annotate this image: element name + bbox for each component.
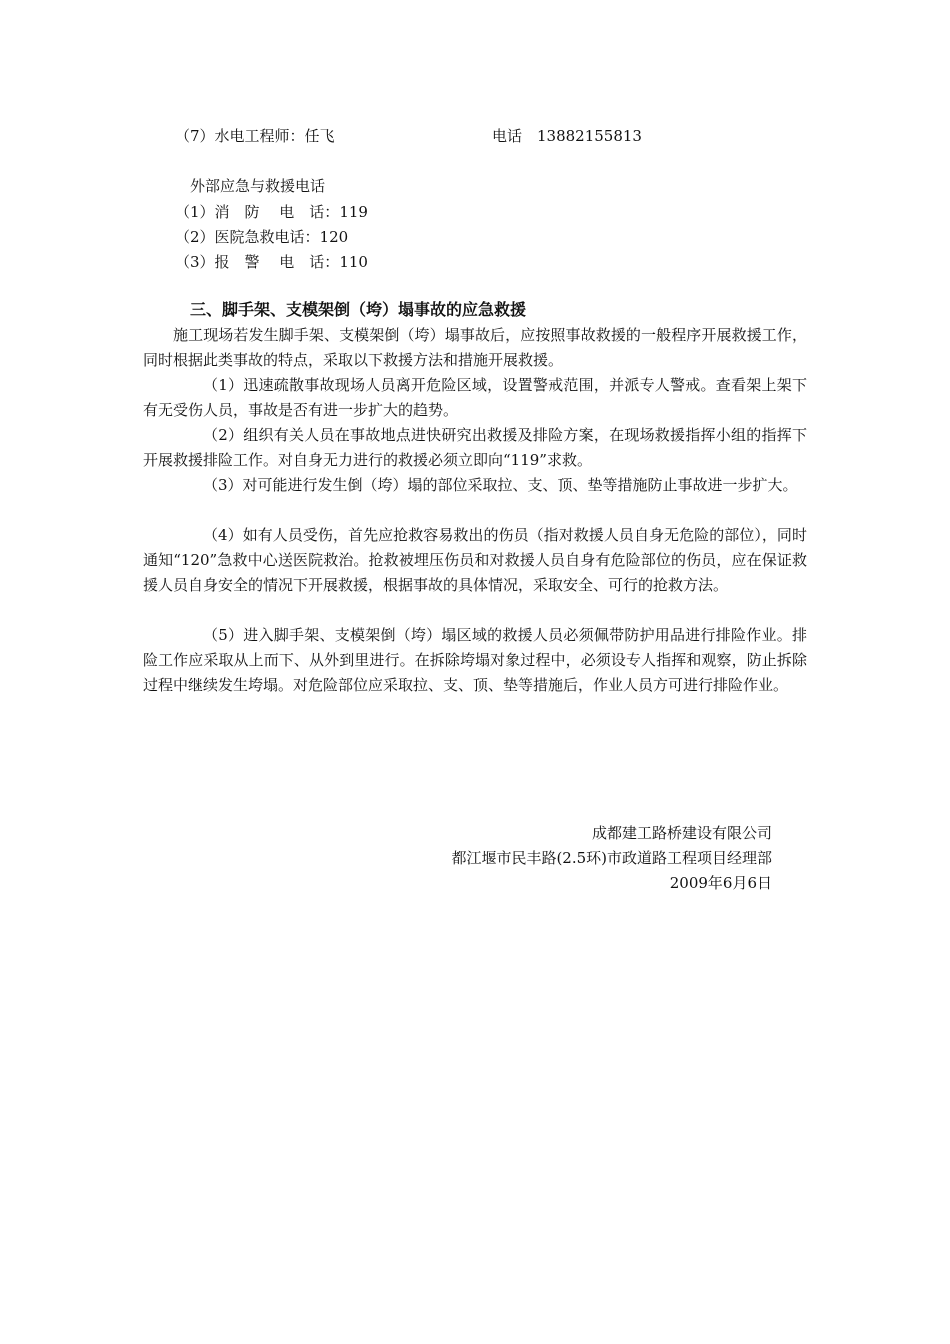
step-paragraph-1: （1）迅速疏散事故现场人员离开危险区域，设置警戒范围，并派专人警戒。查看架上架下有无受伤人员，事故是否有进一步扩大的趋势。 <box>143 376 807 419</box>
signature-date: 2009年6月6日 <box>669 874 772 892</box>
signature-company: 成都建工路桥建设有限公司 <box>591 824 772 842</box>
signature-department: 都江堰市民丰路(2.5环)市政道路工程项目经理部 <box>451 849 772 867</box>
section-heading: 三、脚手架、支模架倒（垮）塌事故的应急救援 <box>190 300 527 319</box>
external-contacts-title: 外部应急与救援电话 <box>190 177 326 195</box>
intro-paragraph: 施工现场若发生脚手架、支模架倒（垮）塌事故后，应按照事故救援的一般程序开展救援工作，同时根据此类事故的特点，采取以下救援方法和措施开展救援。 <box>143 326 807 369</box>
contact-phone-line: 电话 13882155813 <box>492 127 642 145</box>
contact-role-line: （7）水电工程师：任飞 <box>175 127 335 145</box>
step-paragraph-4: （4）如有人员受伤，首先应抢救容易救出的伤员（指对救援人员自身无危险的部位），同时通知“120”急救中心送医院救治。抢救被埋压伤员和对救援人员自身有危险部位的伤员，应在保证救援人员自身安全的情况下开展救援，根据事故的具体情况，采取安全、可行的抢救方法。 <box>143 526 807 594</box>
external-contact-police: （3）报 警 电 话：110 <box>175 253 368 271</box>
external-contact-hospital: （2）医院急救电话：120 <box>175 228 349 246</box>
step-paragraph-3: （3）对可能进行发生倒（垮）塌的部位采取拉、支、顶、垫等措施防止事故进一步扩大。 <box>203 476 798 494</box>
step-paragraph-2: （2）组织有关人员在事故地点进快研究出救援及排险方案，在现场救援指挥小组的指挥下开展救援排险工作。对自身无力进行的救援必须立即向“119”求救。 <box>143 426 807 469</box>
step-paragraph-5: （5）进入脚手架、支模架倒（垮）塌区域的救援人员必须佩带防护用品进行排险作业。排险工作应采取从上而下、从外到里进行。在拆除垮塌对象过程中，必须设专人指挥和观察，防止拆除过程中继续发生垮塌。对危险部位应采取拉、支、顶、垫等措施后，作业人员方可进行排险作业。 <box>143 626 807 694</box>
external-contact-fire: （1）消 防 电 话：119 <box>175 203 368 221</box>
